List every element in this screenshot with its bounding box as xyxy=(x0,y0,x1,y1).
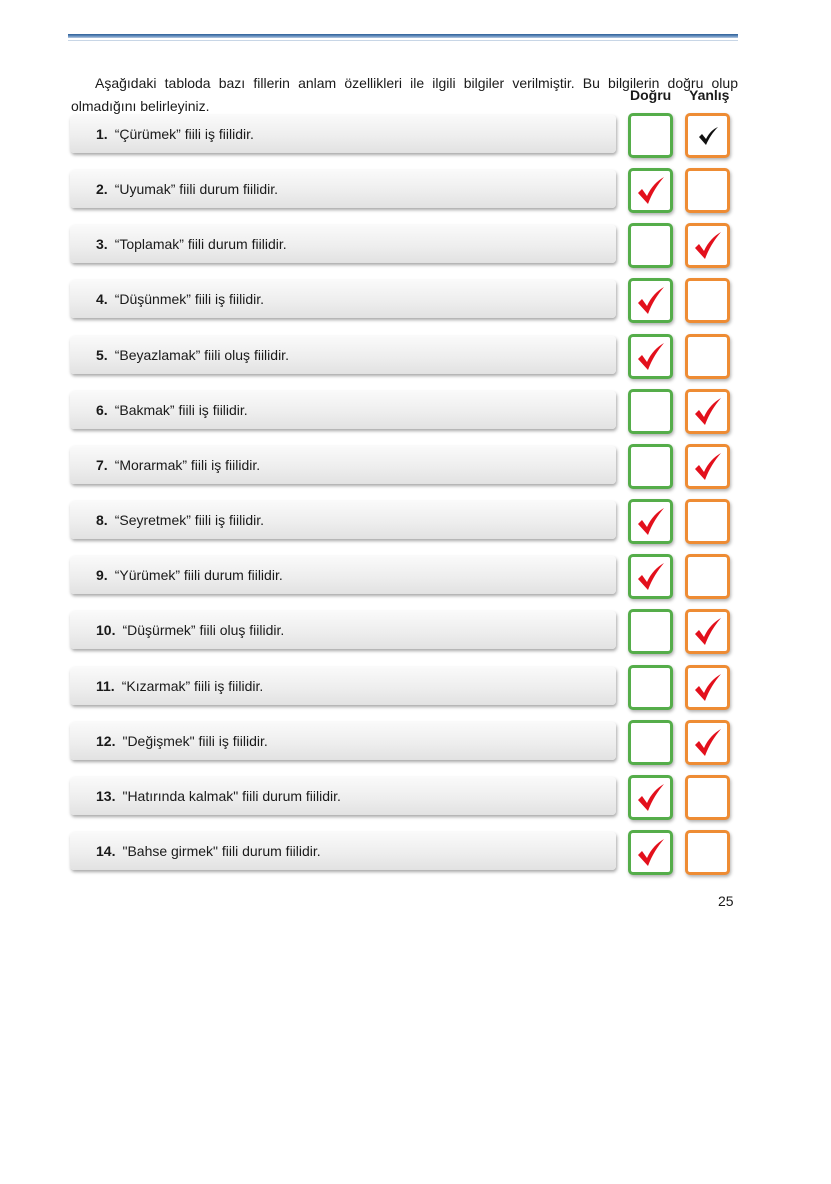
table-row xyxy=(0,497,831,547)
statement-text: “Düşünmek” fiili iş fiilidir. xyxy=(114,291,265,307)
statement-text: “Uyumak” fiili durum fiilidir. xyxy=(114,181,279,197)
table-row xyxy=(0,607,831,657)
red-check-icon xyxy=(635,507,667,537)
statement-card xyxy=(70,446,616,484)
dogru-checkbox[interactable] xyxy=(628,168,673,213)
statement-number: 14. xyxy=(96,843,116,859)
header-rule xyxy=(68,34,738,38)
statement-number: 10. xyxy=(96,622,116,638)
statement-text: “Beyazlamak” fiili oluş fiilidir. xyxy=(114,347,289,363)
statement-card xyxy=(70,777,616,815)
statement-card xyxy=(70,611,616,649)
statement-card xyxy=(70,832,616,870)
table-row xyxy=(0,332,831,382)
statement-card xyxy=(70,667,616,705)
yanlis-checkbox[interactable] xyxy=(685,665,730,710)
table-row xyxy=(0,276,831,326)
dogru-checkbox[interactable] xyxy=(628,444,673,489)
statement-number: 13. xyxy=(96,788,116,804)
page-number: 25 xyxy=(718,893,734,909)
statement-text: “Yürümek” fiili durum fiilidir. xyxy=(114,567,283,583)
statement-number: 5. xyxy=(96,347,108,363)
statement-number: 4. xyxy=(96,291,108,307)
red-check-icon xyxy=(635,286,667,316)
table-row xyxy=(0,166,831,216)
statement-card xyxy=(70,280,616,318)
red-check-icon xyxy=(635,783,667,813)
dogru-checkbox[interactable] xyxy=(628,665,673,710)
table-row xyxy=(0,387,831,437)
dogru-checkbox[interactable] xyxy=(628,554,673,599)
red-check-icon xyxy=(635,342,667,372)
dogru-checkbox[interactable] xyxy=(628,720,673,765)
statement-card xyxy=(70,501,616,539)
statement-text: "Değişmek" fiili iş fiilidir. xyxy=(122,733,268,749)
red-check-icon xyxy=(635,176,667,206)
yanlis-checkbox[interactable] xyxy=(685,223,730,268)
statement-text: “Düşürmek” fiili oluş fiilidir. xyxy=(122,622,285,638)
statement-text: “Bakmak” fiili iş fiilidir. xyxy=(114,402,248,418)
dogru-checkbox[interactable] xyxy=(628,389,673,434)
statement-card xyxy=(70,722,616,760)
yanlis-checkbox[interactable] xyxy=(685,389,730,434)
red-check-icon xyxy=(692,231,724,261)
yanlis-checkbox[interactable] xyxy=(685,720,730,765)
table-row xyxy=(0,663,831,713)
statement-text: “Seyretmek” fiili iş fiilidir. xyxy=(114,512,265,528)
statement-number: 9. xyxy=(96,567,108,583)
dogru-checkbox[interactable] xyxy=(628,223,673,268)
table-row xyxy=(0,442,831,492)
dogru-checkbox[interactable] xyxy=(628,609,673,654)
statement-text: “Morarmak” fiili iş fiilidir. xyxy=(114,457,261,473)
instructions-text: Aşağıdaki tabloda bazı fillerin anlam özellikleri ile ilgili bilgiler verilmiştir. Bu bilgilerin doğru olup olmadığını belirleyiniz. xyxy=(71,75,738,114)
red-check-icon xyxy=(635,838,667,868)
table-row xyxy=(0,828,831,878)
yanlis-checkbox[interactable] xyxy=(685,113,730,158)
dogru-checkbox[interactable] xyxy=(628,830,673,875)
column-header-yanlis: Yanlış xyxy=(689,87,730,103)
table-row xyxy=(0,221,831,271)
table-row xyxy=(0,718,831,768)
statement-number: 2. xyxy=(96,181,108,197)
dogru-checkbox[interactable] xyxy=(628,278,673,323)
statement-number: 8. xyxy=(96,512,108,528)
yanlis-checkbox[interactable] xyxy=(685,775,730,820)
red-check-icon xyxy=(635,562,667,592)
red-check-icon xyxy=(692,452,724,482)
yanlis-checkbox[interactable] xyxy=(685,168,730,213)
statement-card xyxy=(70,115,616,153)
black-check-icon xyxy=(697,126,719,146)
yanlis-checkbox[interactable] xyxy=(685,554,730,599)
yanlis-checkbox[interactable] xyxy=(685,609,730,654)
statement-card xyxy=(70,391,616,429)
red-check-icon xyxy=(692,397,724,427)
dogru-checkbox[interactable] xyxy=(628,334,673,379)
table-row xyxy=(0,552,831,602)
dogru-checkbox[interactable] xyxy=(628,775,673,820)
yanlis-checkbox[interactable] xyxy=(685,830,730,875)
yanlis-checkbox[interactable] xyxy=(685,334,730,379)
table-row xyxy=(0,111,831,161)
statement-text: “Toplamak” fiili durum fiilidir. xyxy=(114,236,287,252)
statement-number: 1. xyxy=(96,126,108,142)
dogru-checkbox[interactable] xyxy=(628,499,673,544)
statement-card xyxy=(70,336,616,374)
red-check-icon xyxy=(692,617,724,647)
column-header-dogru: Doğru xyxy=(630,87,672,103)
yanlis-checkbox[interactable] xyxy=(685,444,730,489)
statement-text: “Çürümek” fiili iş fiilidir. xyxy=(114,126,254,142)
statement-number: 6. xyxy=(96,402,108,418)
statement-number: 12. xyxy=(96,733,116,749)
statement-number: 3. xyxy=(96,236,108,252)
red-check-icon xyxy=(692,728,724,758)
statement-number: 7. xyxy=(96,457,108,473)
dogru-checkbox[interactable] xyxy=(628,113,673,158)
yanlis-checkbox[interactable] xyxy=(685,499,730,544)
statement-text: “Kızarmak” fiili iş fiilidir. xyxy=(121,678,264,694)
statement-card xyxy=(70,170,616,208)
red-check-icon xyxy=(692,673,724,703)
statement-card xyxy=(70,225,616,263)
statement-card xyxy=(70,556,616,594)
statement-text: "Bahse girmek" fiili durum fiilidir. xyxy=(122,843,321,859)
yanlis-checkbox[interactable] xyxy=(685,278,730,323)
table-row xyxy=(0,773,831,823)
statement-text: "Hatırında kalmak" fiili durum fiilidir. xyxy=(122,788,341,804)
statement-number: 11. xyxy=(96,678,115,694)
